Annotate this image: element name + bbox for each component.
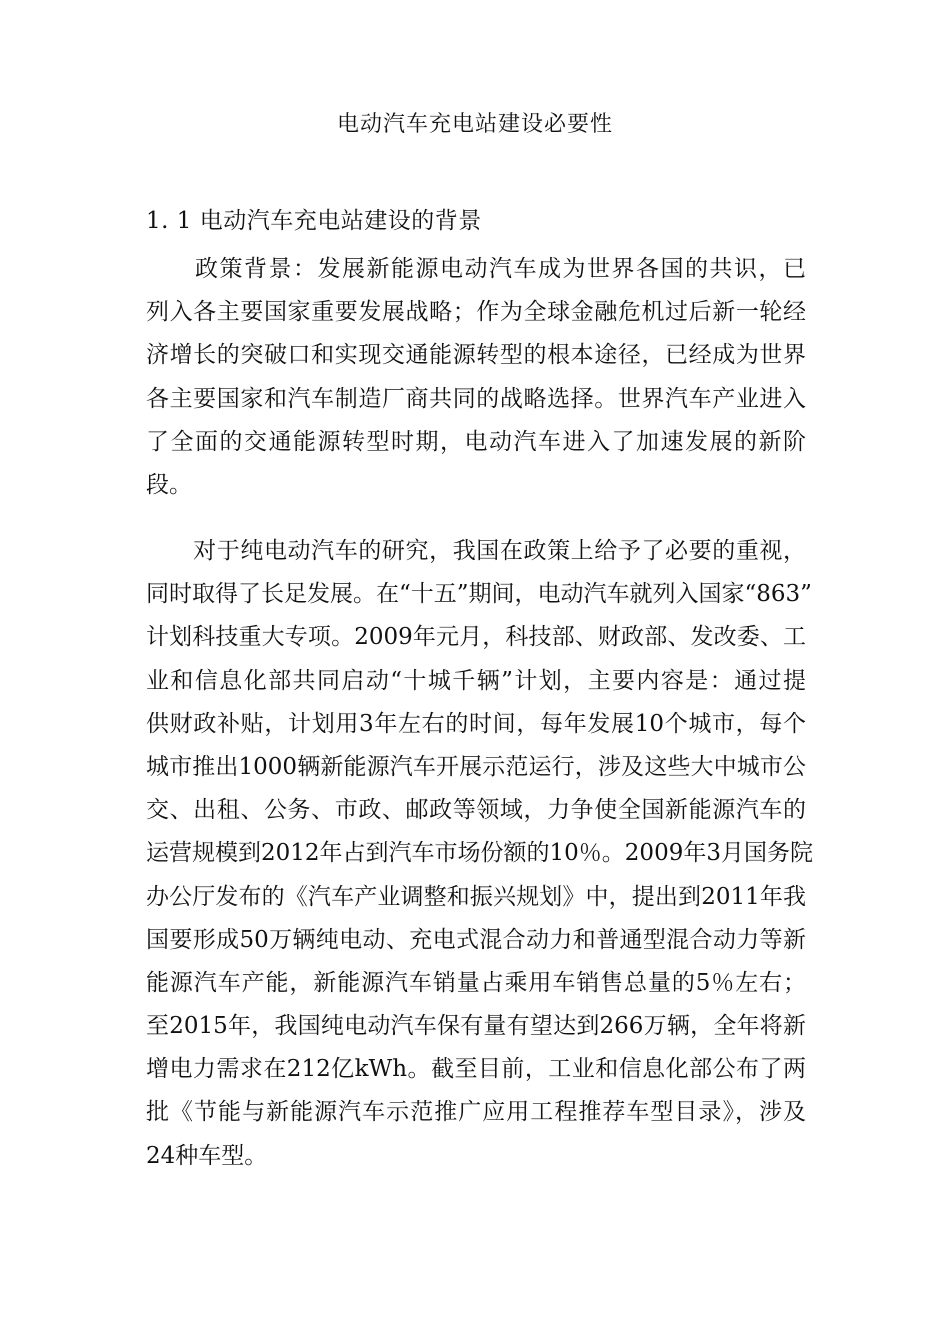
- paragraph-line: 各主要国家和汽车制造厂商共同的战略选择。世界汽车产业进入: [146, 385, 806, 412]
- paragraph-line: 增电力需求在212亿kWh。截至目前，工业和信息化部公布了两: [146, 1056, 806, 1083]
- paragraph-line: 列入各主要国家重要发展战略；作为全球金融危机过后新一轮经: [146, 299, 806, 326]
- paragraph-line: 交、出租、公务、市政、邮政等领域，力争使全国新能源汽车的: [146, 797, 806, 824]
- paragraph-line: 对于纯电动汽车的研究，我国在政策上给予了必要的重视，: [146, 538, 806, 564]
- paragraph-line: 业和信息化部共同启动“十城千辆”计划，主要内容是：通过提: [146, 667, 806, 694]
- paragraph-line: 计划科技重大专项。2009年元月，科技部、财政部、发改委、工: [146, 624, 806, 651]
- paragraph-policy-background: [146, 248, 806, 507]
- paragraph-line: 至2015年，我国纯电动汽车保有量有望达到266万辆，全年将新: [146, 1013, 806, 1040]
- paragraph-line: 批《节能与新能源汽车示范推广应用工程推荐车型目录》，涉及: [146, 1099, 806, 1126]
- paragraph-line: 政策背景：发展新能源电动汽车成为世界各国的共识，已: [146, 256, 806, 282]
- paragraph-line: 24种车型。: [146, 1142, 268, 1169]
- paragraph-line: 国要形成50万辆纯电动、充电式混合动力和普通型混合动力等新: [146, 926, 806, 953]
- paragraph-line: 济增长的突破口和实现交通能源转型的根本途径，已经成为世界: [146, 342, 806, 369]
- paragraph-research-policy: [146, 530, 813, 1178]
- paragraph-line: 供财政补贴，计划用3年左右的时间，每年发展10个城市，每个: [146, 710, 806, 737]
- document-title: 电动汽车充电站建设必要性: [336, 112, 613, 137]
- paragraph-line: 运营规模到2012年占到汽车市场份额的10％。2009年3月国务院: [146, 840, 813, 867]
- section-heading: 1. 1 电动汽车充电站建设的背景: [146, 208, 482, 234]
- paragraph-line: 办公厅发布的《汽车产业调整和振兴规划》中，提出到2011年我: [146, 883, 806, 910]
- paragraph-line: 了全面的交通能源转型时期，电动汽车进入了加速发展的新阶: [146, 428, 806, 455]
- paragraph-line: 段。: [146, 471, 192, 498]
- paragraph-line: 能源汽车产能，新能源汽车销量占乘用车销售总量的5％左右；: [146, 969, 806, 996]
- paragraph-line: 城市推出1000辆新能源汽车开展示范运行，涉及这些大中城市公: [146, 753, 806, 780]
- paragraph-line: 同时取得了长足发展。在“十五”期间，电动汽车就列入国家“863”: [146, 581, 812, 608]
